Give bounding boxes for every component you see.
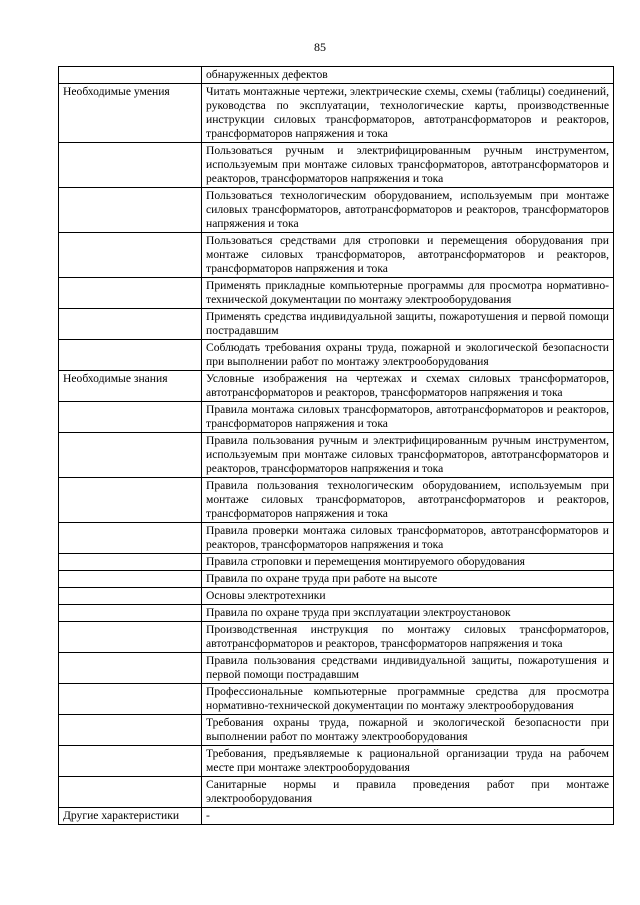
- row-value: Пользоваться технологическим оборудованием, используемым при монтаже силовых трансформаторов, автотрансформаторов и реакторов, трансформаторов напряжения и тока: [202, 188, 614, 233]
- table-row: [59, 371, 614, 402]
- table-row: [59, 523, 614, 554]
- row-label: [59, 143, 202, 188]
- requirements-table: [58, 66, 614, 825]
- row-label: [59, 309, 202, 340]
- row-value: Профессиональные компьютерные программные средства для просмотра нормативно-технической документации по монтажу электрооборудования: [202, 684, 614, 715]
- row-value: Правила строповки и перемещения монтируемого оборудования: [202, 554, 614, 571]
- table-row: [59, 622, 614, 653]
- row-label: [59, 188, 202, 233]
- row-value: Правила пользования технологическим оборудованием, используемым при монтаже силовых трансформаторов, автотрансформаторов и реакторов, трансформаторов напряжения и тока: [202, 478, 614, 523]
- row-value: Правила проверки монтажа силовых трансформаторов, автотрансформаторов и реакторов, трансформаторов напряжения и тока: [202, 523, 614, 554]
- row-value: Требования, предъявляемые к рациональной организации труда на рабочем месте при монтаже электрооборудования: [202, 746, 614, 777]
- table-row: [59, 309, 614, 340]
- row-value: Правила пользования средствами индивидуальной защиты, пожаротушения и первой помощи пострадавшим: [202, 653, 614, 684]
- row-value: Требования охраны труда, пожарной и экологической безопасности при выполнении работ по монтажу электрооборудования: [202, 715, 614, 746]
- row-value: Основы электротехники: [202, 588, 614, 605]
- table-row: [59, 143, 614, 188]
- table-row: [59, 808, 614, 825]
- table-row: [59, 571, 614, 588]
- row-label: [59, 605, 202, 622]
- row-label: [59, 746, 202, 777]
- table-row: [59, 653, 614, 684]
- row-label: [59, 684, 202, 715]
- table-row: [59, 605, 614, 622]
- row-label: [59, 715, 202, 746]
- row-label: [59, 278, 202, 309]
- row-value: Пользоваться ручным и электрифицированным ручным инструментом, используемым при монтаже силовых трансформаторов, автотрансформаторов и реакторов, трансформаторов напряжения и тока: [202, 143, 614, 188]
- row-value: Производственная инструкция по монтажу силовых трансформаторов, автотрансформаторов и реакторов, трансформаторов напряжения и тока: [202, 622, 614, 653]
- row-label: [59, 523, 202, 554]
- row-label: [59, 478, 202, 523]
- row-label: [59, 622, 202, 653]
- row-label: [59, 233, 202, 278]
- row-label: [59, 777, 202, 808]
- row-label: [59, 340, 202, 371]
- row-value: Правила по охране труда при эксплуатации электроустановок: [202, 605, 614, 622]
- table-row: [59, 433, 614, 478]
- row-value: -: [202, 808, 614, 825]
- row-value: Соблюдать требования охраны труда, пожарной и экологической безопасности при выполнении работ по монтажу электрооборудования: [202, 340, 614, 371]
- row-value: Условные изображения на чертежах и схемах силовых трансформаторов, автотрансформаторов и реакторов, трансформаторов напряжения и тока: [202, 371, 614, 402]
- table-row: [59, 746, 614, 777]
- row-label: Другие характеристики: [59, 808, 202, 825]
- row-value: Санитарные нормы и правила проведения работ при монтаже электрооборудования: [202, 777, 614, 808]
- row-label: Необходимые умения: [59, 84, 202, 143]
- table-row: [59, 188, 614, 233]
- table-row: [59, 402, 614, 433]
- table-row: [59, 84, 614, 143]
- table-row: [59, 715, 614, 746]
- row-value: Пользоваться средствами для строповки и перемещения оборудования при монтаже силовых трансформаторов, автотрансформаторов и реакторов, трансформаторов напряжения и тока: [202, 233, 614, 278]
- row-label: [59, 67, 202, 84]
- row-value: Читать монтажные чертежи, электрические схемы, схемы (таблицы) соединений, руководства по эксплуатации, технологические карты, производственные инструкции силовых трансформаторов, автотрансформаторов и реакторов, трансформаторов напряжения и тока: [202, 84, 614, 143]
- row-label: [59, 588, 202, 605]
- table-row: [59, 777, 614, 808]
- row-value: Применять прикладные компьютерные программы для просмотра нормативно-технической документации по монтажу электрооборудования: [202, 278, 614, 309]
- table-row: [59, 278, 614, 309]
- row-label: [59, 433, 202, 478]
- row-label: [59, 402, 202, 433]
- table-row: [59, 684, 614, 715]
- row-value: обнаруженных дефектов: [202, 67, 614, 84]
- table-row: [59, 554, 614, 571]
- row-label: [59, 554, 202, 571]
- row-label: [59, 653, 202, 684]
- row-value: Правила монтажа силовых трансформаторов, автотрансформаторов и реакторов, трансформаторов напряжения и тока: [202, 402, 614, 433]
- table-row: [59, 340, 614, 371]
- table-row: [59, 67, 614, 84]
- table-row: [59, 233, 614, 278]
- row-value: Правила пользования ручным и электрифицированным ручным инструментом, используемым при монтаже силовых трансформаторов, автотрансформаторов и реакторов, трансформаторов напряжения и тока: [202, 433, 614, 478]
- row-label: Необходимые знания: [59, 371, 202, 402]
- row-value: Применять средства индивидуальной защиты, пожаротушения и первой помощи пострадавшим: [202, 309, 614, 340]
- row-label: [59, 571, 202, 588]
- table-row: [59, 478, 614, 523]
- table-row: [59, 588, 614, 605]
- row-value: Правила по охране труда при работе на высоте: [202, 571, 614, 588]
- page-number: 85: [314, 40, 326, 54]
